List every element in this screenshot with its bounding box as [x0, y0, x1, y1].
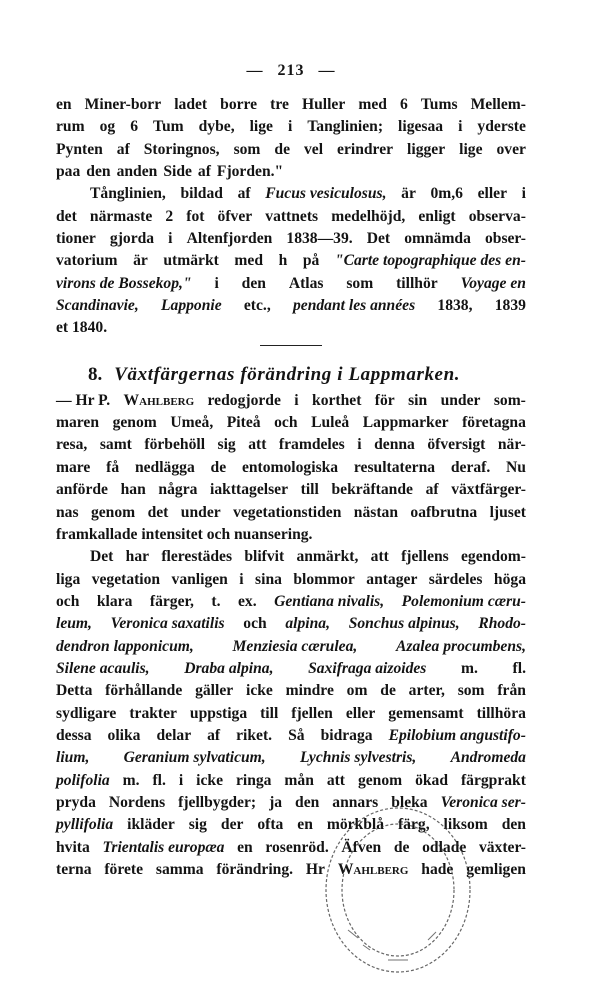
- text-word: ex.: [237, 592, 257, 610]
- text-word: terna: [56, 861, 92, 878]
- text-word: Scandinavie,: [56, 297, 139, 315]
- text-word: mörkblå: [326, 816, 385, 834]
- text-line: [56, 680, 526, 702]
- text-word: höga: [493, 570, 526, 588]
- text-word: bekräftande: [331, 481, 413, 499]
- text-word: Lappmarker: [362, 414, 449, 432]
- text-word: sina: [255, 570, 282, 588]
- text-word: ladet: [174, 96, 208, 113]
- text-word: en: [297, 816, 313, 834]
- text-word: icke: [245, 682, 273, 700]
- text-word: vel: [303, 140, 324, 158]
- text-word: Side: [163, 163, 192, 181]
- text-word: Trientalis europæa: [102, 838, 225, 856]
- text-word: i: [168, 230, 173, 248]
- text-line: [56, 250, 526, 272]
- text-word: den: [241, 274, 266, 292]
- text-word: i: [287, 118, 293, 136]
- text-word: lium,: [56, 749, 90, 767]
- text-word: m.: [461, 659, 478, 677]
- text-line: [56, 569, 526, 591]
- text-word: polifolia: [56, 771, 110, 789]
- text-word: sydligare: [56, 704, 117, 722]
- text-word: mindre: [285, 682, 334, 700]
- text-line: [56, 479, 526, 501]
- text-word: Rhodo-: [478, 615, 526, 633]
- text-word: Miner-borr: [84, 96, 162, 113]
- text-word: liga: [56, 570, 81, 588]
- text-word: några: [158, 481, 198, 499]
- header-dash-left: —: [246, 62, 264, 79]
- text-word: flerestädes: [161, 548, 233, 566]
- text-word: arter,: [408, 682, 445, 700]
- text-word: vanligen: [171, 570, 228, 588]
- text-line: [56, 658, 526, 680]
- text-word: fjellen: [291, 704, 333, 722]
- text-word: fjellens: [401, 548, 449, 566]
- text-word: att: [370, 548, 389, 566]
- text-word: redogjorde: [207, 391, 281, 409]
- text-word: Draba alpina,: [184, 659, 274, 677]
- text-line: [56, 747, 526, 769]
- text-word: Äfven: [341, 838, 382, 856]
- text-word: og: [99, 118, 116, 136]
- text-word: Voyage en: [460, 274, 526, 292]
- text-word: 1838—39.: [286, 230, 353, 248]
- text-word: nästan: [353, 503, 398, 521]
- text-word: i: [357, 436, 362, 454]
- text-word: der: [220, 816, 244, 834]
- text-word: riket.: [236, 726, 273, 744]
- text-word: ligesaa: [398, 118, 444, 136]
- text-word: fl.: [512, 659, 526, 677]
- text-word: Fjorden.": [216, 163, 284, 181]
- text-word: mån: [284, 771, 314, 789]
- text-word: sig: [188, 816, 207, 834]
- text-line: [56, 139, 526, 161]
- text-word: entomologiska: [241, 458, 339, 476]
- text-word: 1838,: [437, 297, 473, 315]
- text-word: lige: [249, 118, 273, 136]
- text-word: Veronica saxatilis: [110, 615, 225, 633]
- text-word: Huller: [301, 96, 346, 113]
- text-word: egendom-: [461, 548, 526, 566]
- text-word: Tum: [152, 118, 184, 136]
- text-word: Tanglinien;: [307, 118, 384, 136]
- text-line: [56, 317, 526, 339]
- text-word: etc.,: [243, 297, 271, 315]
- text-word: Det: [90, 548, 114, 566]
- text-line: [56, 183, 526, 205]
- text-word: Menziesia cærulea,: [232, 637, 358, 655]
- section-title: Växtfärgernas förändring i Lappmarken.: [114, 363, 461, 385]
- text-line: [56, 457, 526, 479]
- text-word: ringa: [235, 771, 272, 789]
- text-word: anden: [116, 163, 158, 181]
- text-word: att: [326, 771, 345, 789]
- text-word: som: [346, 274, 374, 292]
- text-word: af: [197, 163, 211, 181]
- text-word: har: [125, 548, 150, 566]
- text-word: att: [248, 436, 267, 454]
- text-word: den: [86, 163, 111, 181]
- text-word: och: [56, 592, 80, 610]
- text-word: i: [294, 391, 299, 409]
- text-word: resa,: [56, 436, 88, 454]
- text-word: bleka: [391, 793, 428, 811]
- text-word: företagna: [462, 414, 526, 432]
- text-word: i: [239, 570, 244, 588]
- text-line: [56, 295, 526, 317]
- text-word: under: [180, 503, 221, 521]
- text-word: färgprakt: [460, 771, 526, 789]
- text-line: [56, 636, 526, 658]
- text-word: gemensamt: [388, 704, 464, 722]
- text-word: Luleå: [311, 414, 350, 432]
- text-word: i: [458, 118, 463, 136]
- text-word: särdeles: [428, 570, 483, 588]
- text-line: [56, 273, 526, 295]
- text-word: rum: [56, 118, 85, 136]
- text-word: tillhöra: [476, 704, 526, 722]
- text-word: tillhör: [396, 274, 438, 292]
- text-word: resultaterna: [353, 458, 436, 476]
- text-word: i: [521, 185, 526, 203]
- text-word: Hr: [305, 861, 325, 878]
- text-word: fot: [186, 207, 205, 225]
- text-word: af: [237, 185, 251, 203]
- text-word: Epilobium angustifo-: [388, 726, 526, 744]
- text-line: [56, 591, 526, 613]
- text-word: antager: [366, 570, 418, 588]
- text-line: [56, 94, 526, 116]
- text-word: pendant les années: [292, 297, 416, 315]
- text-word: denna: [374, 436, 415, 454]
- text-word: till: [260, 704, 279, 722]
- text-word: eller: [345, 704, 376, 722]
- text-word: färg,: [397, 816, 430, 834]
- text-word: Polemonium cæru-: [401, 592, 526, 610]
- text-word: Geranium sylvaticum,: [123, 749, 266, 767]
- text-word: en: [237, 838, 253, 856]
- text-word: som: [457, 682, 485, 700]
- text-word: Lapponie: [161, 297, 222, 315]
- section-heading: [56, 360, 526, 390]
- text-word: genom: [112, 414, 157, 432]
- library-stamp-icon: [318, 780, 478, 980]
- text-word: vegetationstiden: [233, 503, 342, 521]
- text-word: t.: [211, 592, 221, 610]
- text-word: på: [302, 252, 320, 270]
- text-word: de: [274, 140, 290, 158]
- text-word: sig: [217, 436, 236, 454]
- author-name: Wahlberg: [123, 391, 195, 409]
- text-word: annars: [332, 793, 379, 811]
- text-word: de: [210, 458, 227, 476]
- text-word: är: [401, 185, 416, 203]
- text-word: m.: [122, 771, 140, 789]
- page-header: [56, 60, 526, 94]
- text-word: yderste: [477, 118, 526, 136]
- page-text: [56, 60, 526, 881]
- text-word: omnämda: [404, 230, 471, 248]
- text-word: som: [233, 140, 261, 158]
- text-line: [56, 412, 526, 434]
- text-word: som-: [493, 391, 526, 409]
- text-word: ljuset: [489, 503, 526, 521]
- text-word: vatorium: [56, 252, 118, 270]
- text-word: Pynten: [56, 140, 103, 158]
- text-word: Det: [366, 230, 391, 248]
- text-word: det: [56, 207, 77, 225]
- text-word: tre: [270, 96, 289, 113]
- text-word: anförde: [56, 481, 108, 499]
- text-word: utmärkt: [163, 252, 219, 270]
- text-word: för: [374, 391, 395, 409]
- text-word: mare: [56, 458, 91, 476]
- text-word: Veronica ser-: [440, 793, 526, 811]
- text-word: Gentiana nivalis,: [274, 592, 385, 610]
- text-word: med: [234, 252, 263, 270]
- text-word: olika: [107, 726, 141, 744]
- text-word: lige: [459, 140, 483, 158]
- text-line: [56, 524, 526, 546]
- text-word: h: [278, 252, 288, 270]
- text-word: bidraga: [320, 726, 373, 744]
- text-word: uppstiga: [189, 704, 248, 722]
- text-word: färger,: [149, 592, 194, 610]
- text-word: af: [207, 726, 221, 744]
- text-word: och: [274, 414, 298, 432]
- text-word: nedlägga: [134, 458, 195, 476]
- text-word: pyllifolia: [56, 816, 114, 834]
- text-word: Andromeda: [450, 749, 526, 767]
- text-word: växter-: [478, 838, 526, 856]
- text-word: af: [425, 481, 439, 499]
- text-word: korthet: [312, 391, 362, 409]
- text-word: Atlas: [288, 274, 324, 292]
- text-word: odlade: [422, 838, 467, 856]
- text-line: [56, 206, 526, 228]
- text-word: ökad: [415, 771, 449, 789]
- text-word: liksom: [443, 816, 488, 834]
- text-word: Tums: [420, 96, 458, 113]
- text-word: blifvit: [244, 548, 285, 566]
- text-word: den: [501, 816, 526, 834]
- text-word: Detta: [56, 682, 93, 700]
- text-word: Silene acaulis,: [56, 659, 150, 677]
- text-line: [56, 434, 526, 456]
- text-word: Altenfjorden: [186, 230, 273, 248]
- text-line: [56, 546, 526, 568]
- page-number: 213: [277, 62, 305, 79]
- text-word: Sonchus alpinus,: [348, 615, 460, 633]
- text-word: de: [393, 838, 410, 856]
- text-line: [56, 613, 526, 635]
- text-word: gjorda: [109, 230, 155, 248]
- paragraph-1: [56, 94, 526, 183]
- text-word: "Carte topographique des en-: [334, 252, 526, 270]
- text-word: pryda: [56, 793, 96, 811]
- section-number: 8.: [88, 363, 103, 385]
- text-word: obser-: [484, 230, 526, 248]
- text-word: Nu: [506, 458, 526, 476]
- text-word: genom: [90, 503, 136, 521]
- text-word: förhållande: [105, 682, 183, 700]
- text-word: förete: [104, 861, 144, 878]
- text-word: Saxifraga aizoides: [308, 659, 427, 677]
- text-word: Så: [288, 726, 305, 744]
- text-word: ikläder: [127, 816, 175, 834]
- text-line: [56, 161, 526, 183]
- text-word: Storingnos,: [143, 140, 220, 158]
- text-line: [56, 725, 526, 747]
- text-word: alpina,: [285, 615, 330, 633]
- text-word: gäller: [195, 682, 234, 700]
- text-word: leum,: [56, 615, 92, 633]
- text-word: dessa: [56, 726, 92, 744]
- text-word: han: [120, 481, 146, 499]
- text-word: anmärkt,: [296, 548, 359, 566]
- text-line: [56, 116, 526, 138]
- text-word: Lychnis sylvestris,: [299, 749, 417, 767]
- text-word: när-: [497, 436, 526, 454]
- text-word: och: [243, 615, 267, 633]
- text-word: erindrer: [337, 140, 394, 158]
- text-word: 2: [165, 207, 174, 225]
- text-word: är: [133, 252, 148, 270]
- text-word: förändring.: [216, 861, 294, 878]
- text-word: gemligen: [466, 861, 526, 878]
- text-word: vattnets: [265, 207, 319, 225]
- text-word: blommor: [293, 570, 355, 588]
- section-divider: [260, 345, 322, 346]
- text-word: ofta: [257, 816, 284, 834]
- text-word: nas: [56, 503, 79, 521]
- text-word: trakter: [129, 704, 177, 722]
- text-word: iakttagelser: [210, 481, 288, 499]
- text-word: fl.: [152, 771, 166, 789]
- text-word: få: [106, 458, 120, 476]
- paragraph-3: [56, 390, 526, 546]
- text-word: borre: [220, 96, 258, 113]
- text-word: over: [496, 140, 526, 158]
- text-word: öfversigt: [427, 436, 486, 454]
- text-word: virons de Bossekop,": [56, 274, 192, 292]
- text-word: under: [440, 391, 481, 409]
- text-word: förbehöll: [144, 436, 206, 454]
- text-word: från: [497, 682, 526, 700]
- text-word: Azalea procumbens,: [396, 637, 526, 655]
- text-word: tioner: [56, 230, 96, 248]
- text-word: öfver: [217, 207, 253, 225]
- text-word: i: [214, 274, 219, 292]
- text-word: om: [346, 682, 368, 700]
- text-word: icke: [196, 771, 223, 789]
- text-word: Fucus vesiculosus,: [265, 185, 387, 203]
- text-word: framdeles: [278, 436, 345, 454]
- text-word: det: [147, 503, 169, 521]
- text-word: sin: [408, 391, 428, 409]
- text-word: oafbrutna: [410, 503, 478, 521]
- text-word: 6: [130, 118, 138, 136]
- text-word: fjellbygder;: [178, 793, 257, 811]
- text-word: klara: [96, 592, 133, 610]
- text-word: — Hr P.: [56, 391, 111, 409]
- text-word: eller: [477, 185, 508, 203]
- text-word: i: [178, 771, 184, 789]
- text-word: Umeå,: [170, 414, 214, 432]
- text-word: deraf.: [450, 458, 491, 476]
- text-word: samt: [99, 436, 132, 454]
- text-word: observa-: [468, 207, 526, 225]
- text-word: genom: [357, 771, 403, 789]
- text-word: 0m,6: [430, 185, 463, 203]
- text-word: Tånglinien,: [90, 185, 166, 203]
- text-line: [56, 502, 526, 524]
- text-word: framkallade intensitet och nuansering.: [56, 525, 313, 543]
- text-word: växtfärger-: [451, 481, 526, 499]
- author-name: Wahlberg: [337, 861, 409, 878]
- header-dash-right: —: [318, 62, 336, 79]
- text-line: [56, 390, 526, 412]
- text-word: de: [380, 682, 396, 700]
- text-word: 6: [399, 96, 408, 113]
- text-word: medelhöjd,: [331, 207, 406, 225]
- text-word: dybe,: [198, 118, 235, 136]
- text-word: bildad: [180, 185, 223, 203]
- text-word: närmaste: [89, 207, 153, 225]
- text-word: hvita: [56, 838, 90, 856]
- paragraph-2: [56, 183, 526, 339]
- text-word: dendron lapponicum,: [56, 637, 194, 655]
- text-word: samma: [155, 861, 204, 878]
- text-word: af: [116, 140, 130, 158]
- text-word: paa: [56, 163, 81, 181]
- text-word: maren: [56, 414, 100, 432]
- text-word: Piteå: [226, 414, 261, 432]
- text-line: [56, 228, 526, 250]
- text-word: rosenröd.: [265, 838, 329, 856]
- text-word: enligt: [418, 207, 456, 225]
- text-word: en: [56, 96, 72, 113]
- text-word: till: [300, 481, 319, 499]
- text-word: Mellem-: [470, 96, 526, 113]
- text-word: ligger: [407, 140, 446, 158]
- text-line: [56, 703, 526, 725]
- text-word: med: [358, 96, 387, 113]
- text-word: vegetation: [91, 570, 161, 588]
- text-word: hade: [421, 861, 454, 878]
- text-word: et 1840.: [56, 319, 108, 337]
- text-word: Nordens: [108, 793, 166, 811]
- text-word: den: [295, 793, 320, 811]
- text-word: ja: [269, 793, 283, 811]
- text-word: delar: [156, 726, 192, 744]
- text-word: 1839: [494, 297, 526, 315]
